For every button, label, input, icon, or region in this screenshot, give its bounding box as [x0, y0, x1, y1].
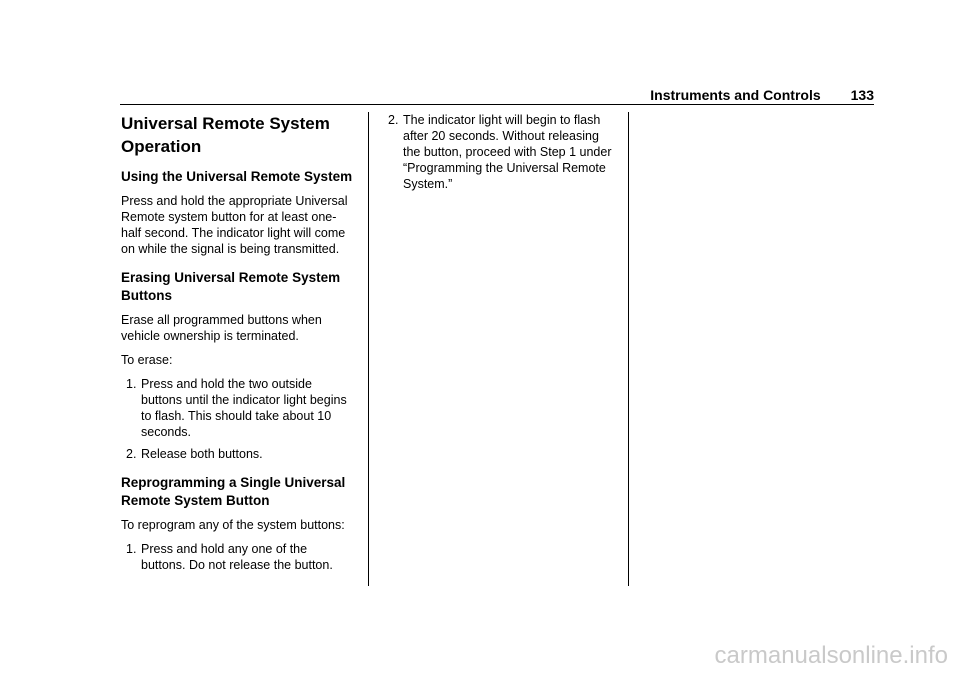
reprogram-steps-list	[121, 541, 353, 573]
heading-using: Using the Universal Remote System	[121, 169, 353, 184]
step-number: 1.	[126, 542, 137, 556]
step-number: 1.	[126, 377, 137, 391]
column-divider-1	[368, 112, 369, 586]
page-number: 133	[850, 87, 874, 103]
header-divider	[120, 104, 874, 105]
step-text: Press and hold the two outside buttons until the indicator light begins to flash. This should take about 10 seconds.	[141, 377, 347, 439]
list-item	[121, 541, 353, 573]
erase-intro: To erase:	[121, 353, 173, 367]
reprogram-steps-continued	[383, 112, 615, 192]
step-text: The indicator light will begin to flash after 20 seconds. Without releasing the button, proceed with Step 1 under “Programming the Universal Remote System.”	[403, 113, 612, 191]
list-item	[121, 446, 353, 462]
middle-column	[383, 112, 615, 200]
heading-reprogramming: Reprogramming a Single Universal Remote System Button	[121, 475, 346, 508]
heading-erasing: Erasing Universal Remote System Buttons	[121, 270, 341, 303]
paragraph-using: Press and hold the appropriate Universal Remote system button for at least one-half second. The indicator light will come on while the signal is being transmitted.	[121, 194, 348, 256]
list-item	[121, 376, 353, 440]
list-item	[383, 112, 615, 192]
paragraph-erasing: Erase all programmed buttons when vehicle ownership is terminated.	[121, 313, 322, 343]
step-number: 2.	[388, 113, 399, 127]
page-header	[120, 84, 874, 106]
step-number: 2.	[126, 447, 137, 461]
reprogram-intro: To reprogram any of the system buttons:	[121, 518, 345, 532]
section-title: Instruments and Controls	[650, 87, 821, 103]
step-text: Release both buttons.	[141, 447, 263, 461]
left-column	[121, 112, 353, 581]
column-divider-2	[628, 112, 629, 586]
watermark: carmanualsonline.info	[714, 642, 948, 669]
erase-steps-list	[121, 376, 353, 462]
page-title: Universal Remote System Operation	[121, 114, 330, 156]
step-text: Press and hold any one of the buttons. Do not release the button.	[141, 542, 333, 572]
